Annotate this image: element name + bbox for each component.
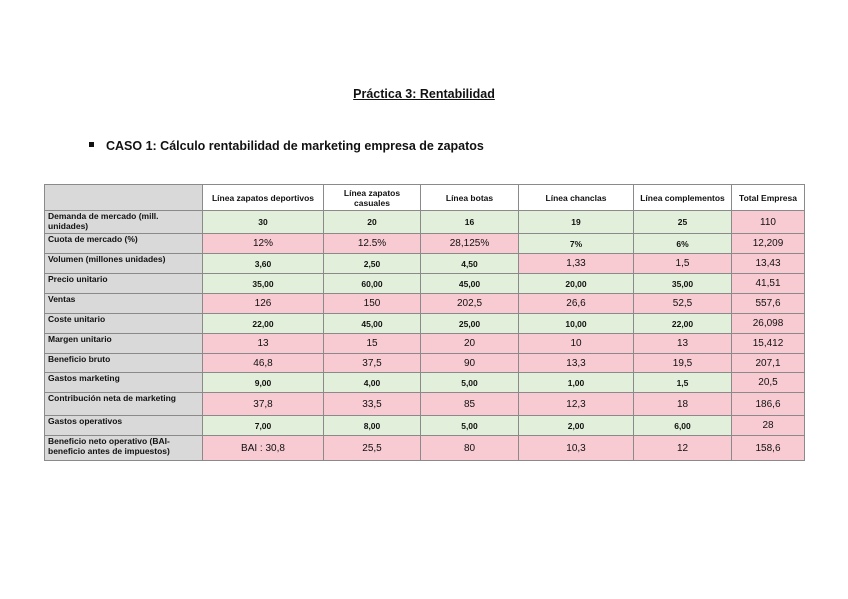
value-cell: 12,209 <box>732 234 805 254</box>
column-header: Línea zapatos deportivos <box>203 185 324 211</box>
value-cell: 4,00 <box>324 373 421 393</box>
value-cell: 25,5 <box>324 436 421 461</box>
case-heading <box>89 139 484 153</box>
value-cell: 28 <box>732 416 805 436</box>
value-cell: 12.5% <box>324 234 421 254</box>
value-cell: 13,3 <box>519 354 634 373</box>
value-cell: 3,60 <box>203 254 324 274</box>
value-cell: 7,00 <box>203 416 324 436</box>
value-cell: 5,00 <box>421 416 519 436</box>
value-cell: 557,6 <box>732 294 805 314</box>
value-cell: 22,00 <box>634 314 732 334</box>
value-cell: 13 <box>203 334 324 354</box>
value-cell: 12% <box>203 234 324 254</box>
value-cell: 13,43 <box>732 254 805 274</box>
value-cell: 28,125% <box>421 234 519 254</box>
value-cell: 150 <box>324 294 421 314</box>
bullet-icon <box>89 142 94 147</box>
value-cell: 20,00 <box>519 274 634 294</box>
value-cell: 46,8 <box>203 354 324 373</box>
value-cell: 12 <box>634 436 732 461</box>
column-header: Línea chanclas <box>519 185 634 211</box>
value-cell: 25,00 <box>421 314 519 334</box>
row-label: Beneficio bruto <box>45 354 203 373</box>
value-cell: 1,00 <box>519 373 634 393</box>
value-cell: 18 <box>634 393 732 416</box>
value-cell: 158,6 <box>732 436 805 461</box>
table-row <box>45 294 805 314</box>
table-row <box>45 234 805 254</box>
value-cell: 10 <box>519 334 634 354</box>
value-cell: 90 <box>421 354 519 373</box>
row-label: Margen unitario <box>45 334 203 354</box>
page-title: Práctica 3: Rentabilidad <box>353 87 495 101</box>
value-cell: 45,00 <box>421 274 519 294</box>
value-cell: 45,00 <box>324 314 421 334</box>
value-cell: 80 <box>421 436 519 461</box>
column-header: Línea botas <box>421 185 519 211</box>
value-cell: 26,098 <box>732 314 805 334</box>
row-label: Gastos marketing <box>45 373 203 393</box>
case-title: CASO 1: Cálculo rentabilidad de marketing empresa de zapatos <box>106 139 484 153</box>
value-cell: 2,00 <box>519 416 634 436</box>
value-cell: 10,3 <box>519 436 634 461</box>
value-cell: 6% <box>634 234 732 254</box>
row-label: Ventas <box>45 294 203 314</box>
value-cell: 41,51 <box>732 274 805 294</box>
value-cell: 52,5 <box>634 294 732 314</box>
value-cell: 8,00 <box>324 416 421 436</box>
value-cell: 33,5 <box>324 393 421 416</box>
value-cell: 12,3 <box>519 393 634 416</box>
value-cell: 85 <box>421 393 519 416</box>
row-label: Beneficio neto operativo (BAI- beneficio antes de impuestos) <box>45 436 203 461</box>
column-header: Línea zapatos casuales <box>324 185 421 211</box>
value-cell: 202,5 <box>421 294 519 314</box>
value-cell: 30 <box>203 211 324 234</box>
value-cell: 22,00 <box>203 314 324 334</box>
column-header: Línea complementos <box>634 185 732 211</box>
value-cell: 7% <box>519 234 634 254</box>
value-cell: 2,50 <box>324 254 421 274</box>
value-cell: 26,6 <box>519 294 634 314</box>
row-label: Contribución neta de marketing <box>45 393 203 416</box>
value-cell: 9,00 <box>203 373 324 393</box>
value-cell: 1,5 <box>634 254 732 274</box>
value-cell: 5,00 <box>421 373 519 393</box>
table-row <box>45 393 805 416</box>
value-cell: 13 <box>634 334 732 354</box>
table-row <box>45 254 805 274</box>
value-cell: 15 <box>324 334 421 354</box>
value-cell: 20 <box>421 334 519 354</box>
value-cell: 19 <box>519 211 634 234</box>
row-label: Coste unitario <box>45 314 203 334</box>
value-cell: 37,5 <box>324 354 421 373</box>
value-cell: 126 <box>203 294 324 314</box>
value-cell: 15,412 <box>732 334 805 354</box>
value-cell: 19,5 <box>634 354 732 373</box>
table-row <box>45 436 805 461</box>
table-row <box>45 334 805 354</box>
row-label: Precio unitario <box>45 274 203 294</box>
table-row <box>45 274 805 294</box>
value-cell: 186,6 <box>732 393 805 416</box>
value-cell: 110 <box>732 211 805 234</box>
value-cell: 10,00 <box>519 314 634 334</box>
row-label: Volumen (millones unidades) <box>45 254 203 274</box>
value-cell: 207,1 <box>732 354 805 373</box>
value-cell: 20 <box>324 211 421 234</box>
row-label: Gastos operativos <box>45 416 203 436</box>
value-cell: 4,50 <box>421 254 519 274</box>
column-header: Total Empresa <box>732 185 805 211</box>
table-row <box>45 354 805 373</box>
table-row <box>45 416 805 436</box>
value-cell: 6,00 <box>634 416 732 436</box>
table-row <box>45 211 805 234</box>
table-row <box>45 314 805 334</box>
value-cell: 35,00 <box>203 274 324 294</box>
table-row <box>45 373 805 393</box>
value-cell: 35,00 <box>634 274 732 294</box>
profitability-table <box>44 184 805 461</box>
row-label: Demanda de mercado (mill. unidades) <box>45 211 203 234</box>
value-cell: 37,8 <box>203 393 324 416</box>
value-cell: 20,5 <box>732 373 805 393</box>
row-label: Cuota de mercado (%) <box>45 234 203 254</box>
value-cell: 60,00 <box>324 274 421 294</box>
corner-cell <box>45 185 203 211</box>
value-cell: BAI : 30,8 <box>203 436 324 461</box>
header-row <box>45 185 805 211</box>
value-cell: 25 <box>634 211 732 234</box>
value-cell: 1,33 <box>519 254 634 274</box>
value-cell: 16 <box>421 211 519 234</box>
value-cell: 1,5 <box>634 373 732 393</box>
